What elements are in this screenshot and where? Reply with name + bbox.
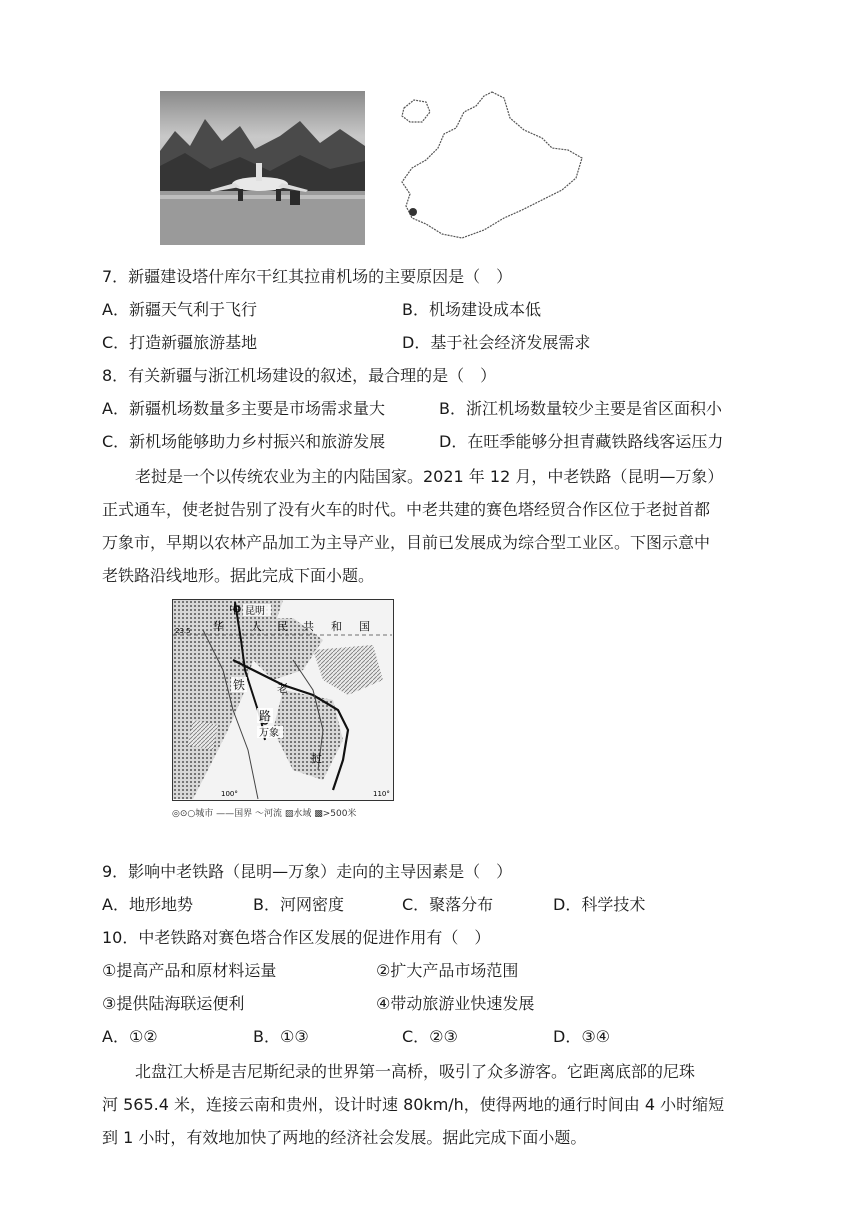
q8-stem: 8．有关新疆与浙江机场建设的叙述，最合理的是（ ） <box>102 366 497 385</box>
map-label-china2: 华 <box>213 620 224 633</box>
q7-stem: 7．新疆建设塔什库尔干红其拉甫机场的主要原因是（ ） <box>102 267 513 286</box>
map-label-rail2: 路 <box>259 709 272 723</box>
map-label-latitude: 23.5 <box>175 627 191 635</box>
q10-option-a[interactable]: A．①② <box>102 1027 158 1046</box>
q7-option-c[interactable]: C．打造新疆旅游基地 <box>102 333 258 352</box>
map-label-laos1: 老 <box>277 682 288 695</box>
q8-option-c[interactable]: C．新机场能够助力乡村振兴和旅游发展 <box>102 432 386 451</box>
q9-option-b[interactable]: B．河网密度 <box>253 895 344 914</box>
map-label-kunming: 昆明 <box>245 606 265 617</box>
map-label-china4: 民 <box>277 620 288 633</box>
q10-item-1: ①提高产品和原材料运量 <box>102 961 277 980</box>
q9-option-d[interactable]: D．科学技术 <box>553 895 646 914</box>
passage3-line1: 北盘江大桥是吉尼斯纪录的世界第一高桥，吸引了众多游客。它距离底部的尼珠 <box>135 1062 696 1081</box>
passage3-line2: 河 565.4 米，连接云南和贵州，设计时速 80km/h，使得两地的通行时间由 4 小时缩短 <box>102 1095 725 1114</box>
passage2-line4: 老铁路沿线地形。据此完成下面小题。 <box>102 566 375 585</box>
passage3-line3: 到 1 小时，有效地加快了两地的经济社会发展。据此完成下面小题。 <box>102 1128 587 1147</box>
q9-option-a[interactable]: A．地形地势 <box>102 895 193 914</box>
q7-option-d[interactable]: D．基于社会经济发展需求 <box>402 333 591 352</box>
map-label-china5: 共 <box>303 620 314 633</box>
map-legend: ◎⊙○城市 ——国界 〜河流 ▨水域 ▩>500米 <box>172 809 357 819</box>
q9-option-c[interactable]: C．聚落分布 <box>402 895 494 914</box>
q7-option-a[interactable]: A．新疆天气利于飞行 <box>102 300 257 319</box>
map-label-china7: 国 <box>359 620 370 633</box>
q7-option-b[interactable]: B．机场建设成本低 <box>402 300 541 319</box>
map-label-china1: 中 <box>229 603 240 616</box>
map-label-laos2: 挝 <box>311 752 322 765</box>
q9-stem: 9．影响中老铁路（昆明—万象）走向的主导因素是（ ） <box>102 862 513 881</box>
china-laos-railway-map <box>172 599 394 801</box>
q10-item-4: ④带动旅游业快速发展 <box>376 994 535 1013</box>
passage2-line2: 正式通车，使老挝告别了没有火车的时代。中老共建的赛色塔经贸合作区位于老挝首都 <box>102 500 711 519</box>
airport-photo <box>160 91 365 245</box>
q10-item-2: ②扩大产品市场范围 <box>376 961 519 980</box>
q8-option-a[interactable]: A．新疆机场数量多主要是市场需求量大 <box>102 399 385 418</box>
airport-photo-illustration <box>160 91 365 245</box>
map-label-rail1: 铁 <box>233 678 246 692</box>
q10-option-b[interactable]: B．①③ <box>253 1027 309 1046</box>
q8-option-b[interactable]: B．浙江机场数量较少主要是省区面积小 <box>439 399 722 418</box>
map-label-china3: 人 <box>251 620 262 633</box>
map-label-vientiane: 万象 <box>259 728 279 739</box>
xinjiang-outline-map <box>392 88 588 248</box>
map-label-lon1: 100° <box>221 790 238 798</box>
passage2-line3: 万象市，早期以农林产品加工为主导产业，目前已发展成为综合型工业区。下图示意中 <box>102 533 711 552</box>
passage2-line1: 老挝是一个以传统农业为主的内陆国家。2021 年 12 月，中老铁路（昆明—万象） <box>135 467 724 486</box>
q10-item-3: ③提供陆海联运便利 <box>102 994 245 1013</box>
q10-stem: 10．中老铁路对赛色塔合作区发展的促进作用有（ ） <box>102 928 491 947</box>
map-label-china6: 和 <box>331 620 342 633</box>
q10-option-c[interactable]: C．②③ <box>402 1027 458 1046</box>
q10-option-d[interactable]: D．③④ <box>553 1027 611 1046</box>
q8-option-d[interactable]: D．在旺季能够分担青藏铁路线客运压力 <box>439 432 724 451</box>
map-label-lon2: 110° <box>373 790 390 798</box>
